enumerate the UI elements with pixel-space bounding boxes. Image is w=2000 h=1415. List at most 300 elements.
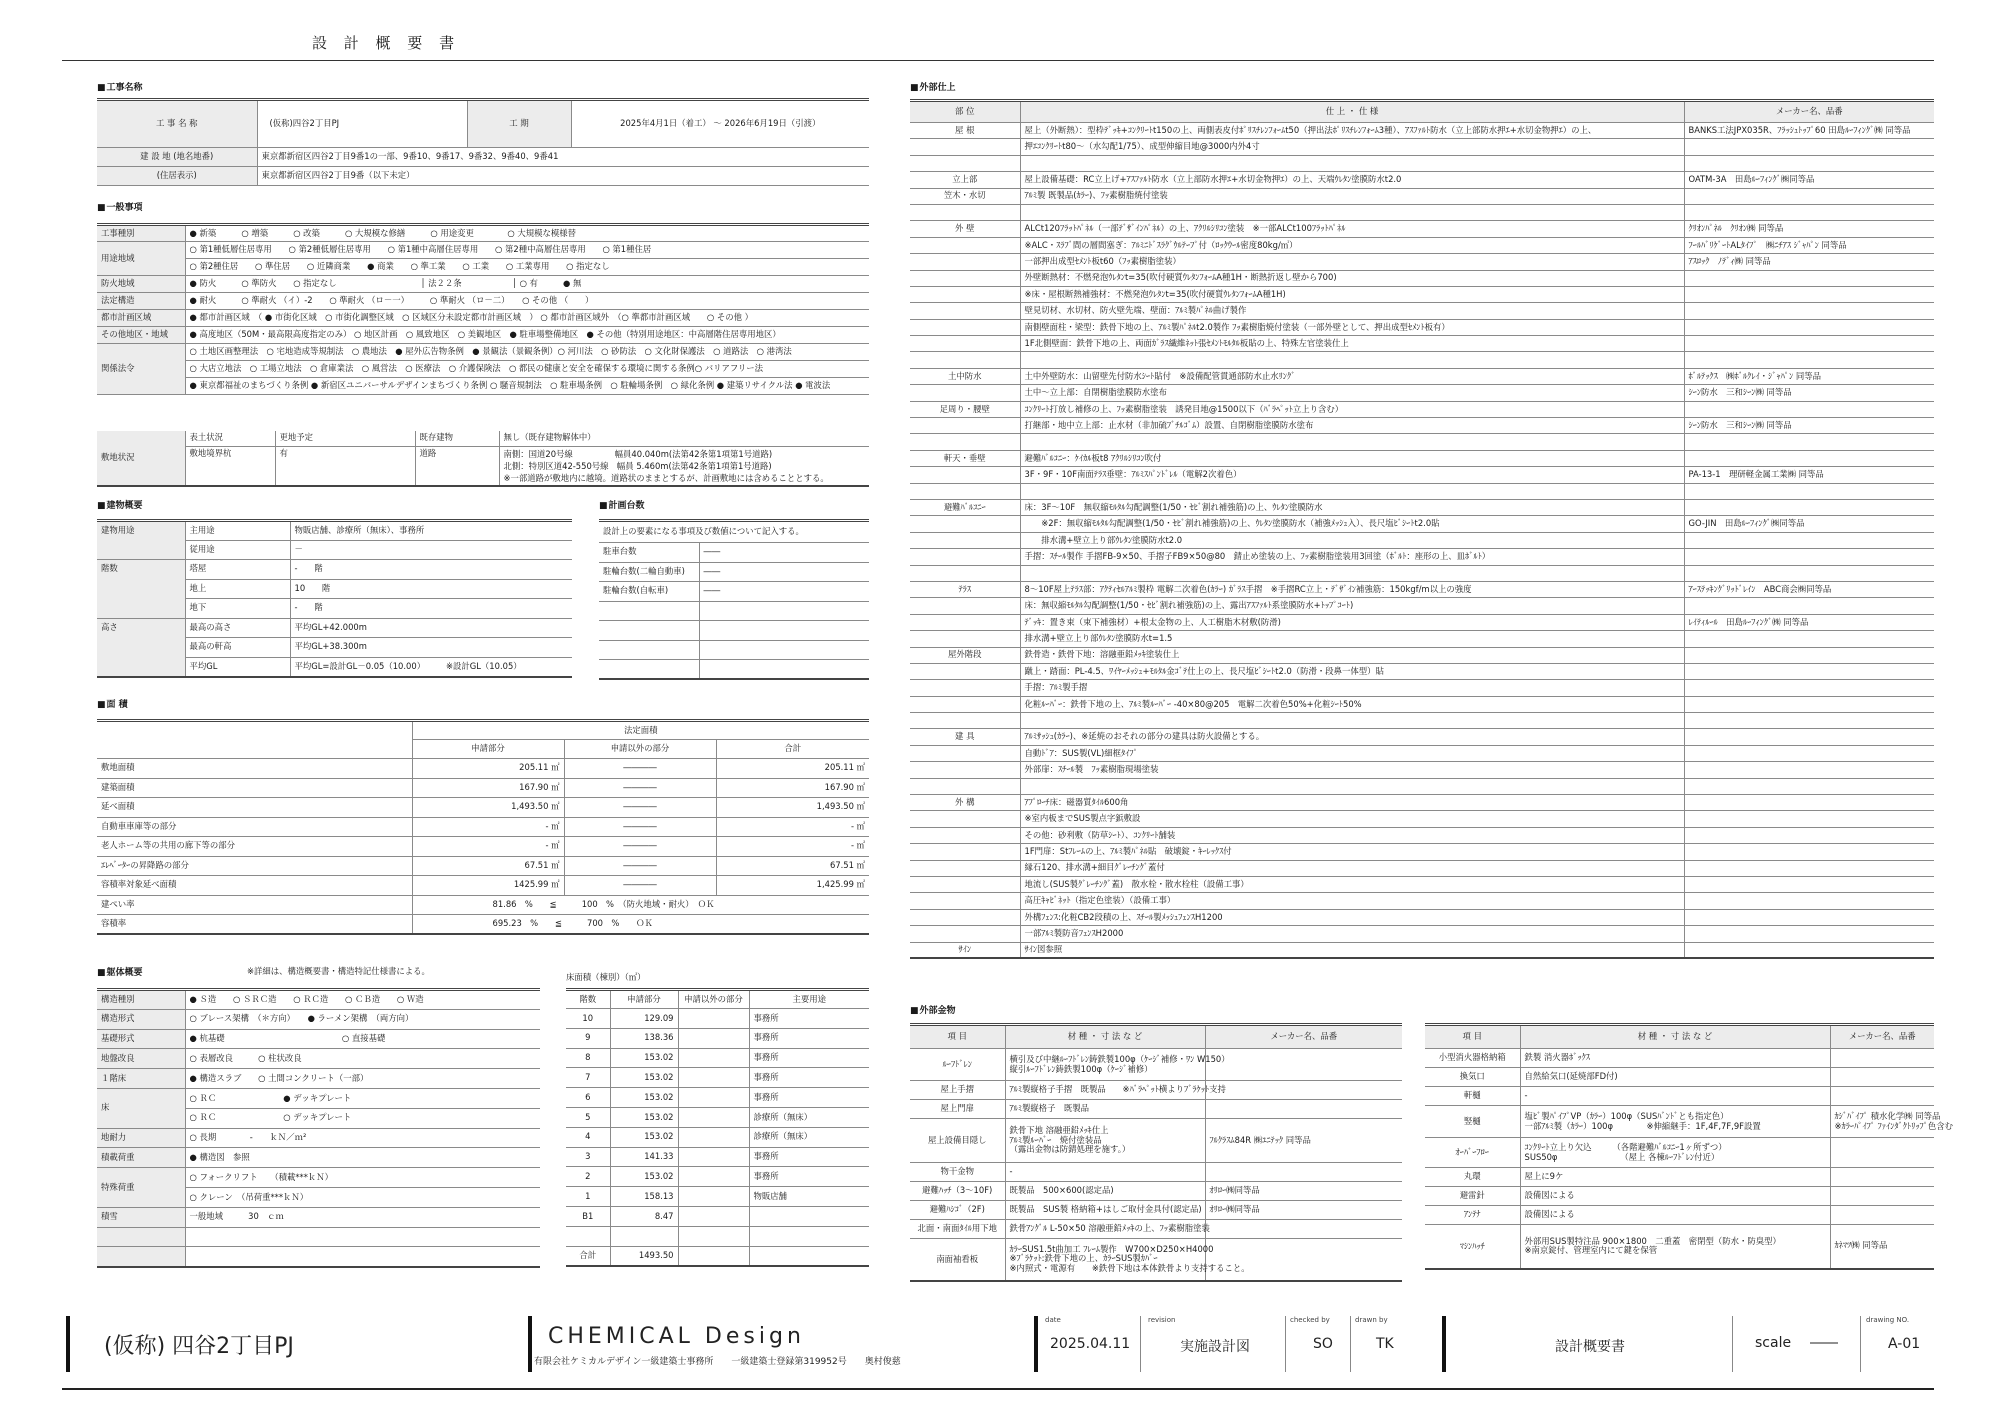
floor-use: 事務所 [749, 1028, 869, 1048]
area-value: 1,425.99 ㎡ [716, 876, 869, 896]
building-label: 高さ [97, 618, 185, 677]
exterior-spec: 避難ﾊﾞﾙｺﾆｰ：ｹｲｶﾙ板t8 ｱｸﾘﾙｼﾘｺﾝ吹付 [1020, 450, 1684, 466]
structure-value [185, 1247, 540, 1267]
general-options: ○ 大店立地法 ○ 工場立地法 ○ 倉庫業法 ○ 風営法 ○ 医療法 ○ 介護保険法 ○ 都民の健康と安全を確保する環境に関する条例○ バリアフリー法 [185, 361, 869, 378]
exterior-spec [1020, 713, 1684, 729]
addr-value: 東京都新宿区四谷2丁目9番（以下未定） [257, 167, 869, 186]
floor-area: 153.02 [610, 1107, 678, 1127]
parking-empty [699, 660, 869, 680]
exterior-part [910, 270, 1020, 286]
parts-col-header: 項 目 [910, 1025, 1005, 1049]
structure-value: ● 杭基礎 ○ 直接基礎 [185, 1029, 540, 1049]
exterior-spec: ｱﾙﾐｻｯｼｭ(ｶﾗｰ)、※延焼のおそれの部分の建具は防火設備とする。 [1020, 729, 1684, 745]
parts-maker [1205, 1239, 1402, 1281]
structure-table [97, 988, 540, 1268]
exterior-maker [1684, 155, 1934, 171]
exterior-spec: 自動ﾄﾞｱ：SUS製(VL)細框ﾀｲﾌﾟ [1020, 745, 1684, 761]
parts-spec: 鉄骨下地 溶融亜鉛ﾒｯｷ仕上 ｱﾙﾐ製ﾙｰﾊﾞｰ 焼付塗装品 （露出金物は防錆処理を施す。） [1005, 1119, 1205, 1163]
exterior-part [910, 893, 1020, 909]
floor-use: 事務所 [749, 1048, 869, 1068]
parts-spec: 設備図による [1520, 1187, 1830, 1206]
exterior-part [910, 598, 1020, 614]
area-value: 205.11 ㎡ [716, 759, 869, 779]
divider-bar [528, 1316, 532, 1372]
parts-spec: ｱﾙﾐ製縦格子 既製品 [1005, 1100, 1205, 1119]
parts-item: 竪樋 [1425, 1106, 1520, 1138]
structure-value: ○ ＲＣ ○ デッキプレート [185, 1108, 540, 1128]
exterior-part [910, 204, 1020, 220]
structure-label: 地盤改良 [97, 1049, 185, 1069]
building-value: 平均GL+38.300m [290, 638, 572, 658]
exterior-spec: 手摺：ｱﾙﾐ製手摺 [1020, 680, 1684, 696]
floor-level: 合計 [566, 1246, 610, 1266]
floor-area: 158.13 [610, 1187, 678, 1207]
area-value: ―――― [564, 817, 716, 837]
area-row-label: 敷地面積 [97, 759, 412, 779]
site-status-table [97, 431, 869, 487]
exterior-spec: 床：無収縮ﾓﾙﾀﾙ勾配調整(1/50・ｾﾋﾞ割れ補強筋)の上、露出ｱｽﾌｧﾙﾄ系塗膜防水+ﾄｯﾌﾟｺｰﾄ) [1020, 598, 1684, 614]
parts-spec: 既製品 SUS製 格納箱+はしご取付金具付(認定品) [1005, 1201, 1205, 1220]
exterior-spec: 排水溝+壁立上り部ｳﾚﾀﾝ塗膜防水t=1.5 [1020, 631, 1684, 647]
structure-label [97, 1247, 185, 1267]
exterior-maker [1684, 745, 1934, 761]
structure-label: 特殊荷重 [97, 1168, 185, 1208]
building-value: 平均GL=設計GL－0.05（10.00） ※設計GL（10.05） [290, 657, 572, 677]
structure-value [185, 1227, 540, 1247]
exterior-spec: ｱﾙﾐ製 既製品(ｶﾗｰ)、ﾌｯ素樹脂焼付塗装 [1020, 188, 1684, 204]
exterior-maker [1684, 499, 1934, 515]
exterior-part [910, 745, 1020, 761]
structure-label: 構造種別 [97, 990, 185, 1010]
exterior-maker [1684, 795, 1934, 811]
exterior-maker [1684, 762, 1934, 778]
exterior-part: 足周り・腰壁 [910, 401, 1020, 417]
exterior-spec: 外壁断熱材：不燃発泡ｳﾚﾀﾝt=35(吹付硬質ｳﾚﾀﾝﾌｫｰﾑA種1H・断熱折返し壁から700) [1020, 270, 1684, 286]
parts-item: 屋上設備目隠し [910, 1119, 1005, 1163]
structure-value: 一般地域 30 ｃｍ [185, 1207, 540, 1227]
exterior-spec: 外構ﾌｪﾝｽ:化粧CB2段積の上、ｽﾁｰﾙ製ﾒｯｼｭﾌｪﾝｽH1200 [1020, 909, 1684, 925]
exterior-part [910, 762, 1020, 778]
area-value: 167.90 ㎡ [412, 778, 564, 798]
drawing-title: 設計概要書 [1555, 1339, 1625, 1355]
exterior-spec: ※床・屋根断熱補強材：不燃発泡ｳﾚﾀﾝt=35(吹付硬質ｳﾚﾀﾝﾌｫｰﾑA種1H) [1020, 286, 1684, 302]
section-general: ■ 一般事項 [97, 200, 143, 213]
exterior-maker: ｼｰﾝ防水 三和ｼｰﾝ㈱ 同等品 [1684, 385, 1934, 401]
area-row-label: 自動車車庫等の部分 [97, 817, 412, 837]
checked-value: SO [1313, 1336, 1333, 1352]
section-parking: ■ 計画台数 [599, 498, 645, 511]
floor-use: 診療所（無床） [749, 1107, 869, 1127]
structure-value: ○ 長期 - ｋＮ／ｍ² [185, 1128, 540, 1148]
exterior-spec: 1F北側壁面：鉄骨下地の上、両面ｶﾞﾗｽ繊維ﾈｯﾄ張ｾﾒﾝﾄﾓﾙﾀﾙ板貼の上、特殊左官塗装仕上 [1020, 336, 1684, 352]
floor-other [678, 1187, 749, 1207]
exterior-maker: BANKS工法JPX035R、ﾌﾗｯｼｭﾄｯﾌﾟ60 田島ﾙｰﾌｨﾝｸﾞ㈱ 同等品 [1684, 123, 1934, 139]
general-options: ● 防火 ○ 準防火 ○ 指定なし │ 法２２条 │ ○ 有 ● 無 [185, 276, 869, 293]
ratio-value: 695.23 % ≦ 700 % ＯＫ [412, 915, 869, 935]
revision-label: revision [1148, 1316, 1176, 1324]
parts-maker [1205, 1163, 1402, 1182]
exterior-part [910, 844, 1020, 860]
section-exterior-parts: ■ 外部金物 [910, 1003, 956, 1016]
building-sub-label: 主用途 [185, 521, 290, 541]
parts-spec: 鉄骨ｱﾝｸﾞﾙ L-50×50 溶融亜鉛ﾒｯｷの上、ﾌｯ素樹脂塗装 [1005, 1220, 1205, 1239]
site-status-r3: 道路 [415, 446, 499, 486]
exterior-part [910, 549, 1020, 565]
exterior-part [910, 663, 1020, 679]
parts-maker [1205, 1081, 1402, 1100]
building-label: 階数 [97, 560, 185, 619]
floor-area-table [566, 988, 869, 1267]
parts-item: ｱﾝﾃﾅ [1425, 1206, 1520, 1225]
exterior-maker: ｼｰﾝ防水 三和ｼｰﾝ㈱ 同等品 [1684, 418, 1934, 434]
floor-other [678, 1028, 749, 1048]
exterior-spec: ALCt120ﾌﾗｯﾄﾊﾟﾈﾙ（一部ﾃﾞｻﾞｲﾝﾊﾟﾈﾙ）の上、ｱｸﾘﾙｼﾘｺﾝ塗装 ※一部ALCt100ﾌﾗｯﾄﾊﾟﾈﾙ [1020, 221, 1684, 237]
site-status-road [499, 446, 869, 486]
parts-maker [1205, 1100, 1402, 1119]
floor-level: 10 [566, 1009, 610, 1029]
structure-label: 積雪 [97, 1207, 185, 1227]
area-row-label: 容積率対象延べ面積 [97, 876, 412, 896]
parking-empty [599, 621, 699, 641]
area-value: ―――― [564, 856, 716, 876]
floor-level: 4 [566, 1127, 610, 1147]
area-value: 167.90 ㎡ [716, 778, 869, 798]
exterior-spec: ※室内板までSUS製点字鋲敷設 [1020, 811, 1684, 827]
floor-use: 物販店舗 [749, 1187, 869, 1207]
floor-use [749, 1206, 869, 1226]
exterior-part [910, 614, 1020, 630]
parts-item: 避難ﾊｯﾁ（3～10F) [910, 1182, 1005, 1201]
parts-spec: 横引及び中継ﾙｰﾌﾄﾞﾚﾝ鋳鉄製100φ（ｹｰｼﾞ補修・ﾜﾝ W150） 縦引ﾙｰﾌﾄﾞﾚﾝ鋳鉄製100φ（ｹｰｼﾞ補修） [1005, 1049, 1205, 1081]
exterior-spec: 縁石120、排水溝+細目ｸﾞﾚｰﾁﾝｸﾞ蓋付 [1020, 860, 1684, 876]
exterior-spec: ｻｲﾝ図参照 [1020, 942, 1684, 958]
exterior-maker [1684, 729, 1934, 745]
floor-level [566, 1226, 610, 1246]
exterior-maker [1684, 303, 1934, 319]
exterior-maker [1684, 893, 1934, 909]
floor-level: 8 [566, 1048, 610, 1068]
area-table [97, 719, 869, 935]
exterior-part [910, 385, 1020, 401]
exterior-maker [1684, 188, 1934, 204]
parking-value: ―― [699, 562, 869, 582]
exterior-spec: 3F・9F・10F南面ﾃﾗｽ垂壁：ｱﾙﾐｽﾊﾟﾝﾄﾞﾚﾙ（電解2次着色） [1020, 467, 1684, 483]
parts-maker [1205, 1220, 1402, 1239]
exterior-part: 外 構 [910, 795, 1020, 811]
general-label: その他地区・地域 [97, 327, 185, 344]
general-options: ○ 土地区画整理法 ○ 宅地造成等規制法 ○ 農地法 ● 屋外広告物条例 ● 景観法（景観条例）○ 河川法 ○ 砂防法 ○ 文化財保護法 ○ 道路法 ○ 港湾法 [185, 344, 869, 361]
parts-spec: 既製品 500×600(認定品) [1005, 1182, 1205, 1201]
floor-other [678, 1226, 749, 1246]
general-label: 都市計画区域 [97, 310, 185, 327]
building-table [97, 519, 572, 678]
section-exterior: ■ 外部仕上 [910, 80, 956, 93]
title-block [0, 1308, 2000, 1393]
exterior-part: 建 具 [910, 729, 1020, 745]
exterior-spec: 一部押出成型ｾﾒﾝﾄ板t60（ﾌｯ素樹脂塗装） [1020, 254, 1684, 270]
drawing-no-value: A-01 [1888, 1336, 1921, 1352]
exterior-part: 避難ﾊﾞﾙｺﾆｰ [910, 499, 1020, 515]
exterior-maker: ｱｽﾛｯｸ ﾉﾃﾞｨ㈱ 同等品 [1684, 254, 1934, 270]
exterior-maker [1684, 778, 1934, 794]
parts-item: 南面袖看板 [910, 1239, 1005, 1281]
parts-col-header: メーカー名、品番 [1205, 1025, 1402, 1049]
area-value: - ㎡ [412, 817, 564, 837]
exterior-part [910, 467, 1020, 483]
general-label: 関係法令 [97, 344, 185, 395]
parts-maker [1830, 1206, 1934, 1225]
parts-maker [1205, 1049, 1402, 1081]
structure-value: ● Ｓ造 ○ ＳＲＣ造 ○ ＲＣ造 ○ ＣＢ造 ○ Ｗ造 [185, 990, 540, 1010]
drawing-no-label: drawing NO. [1866, 1316, 1910, 1324]
general-table [97, 223, 869, 395]
area-value: ―――― [564, 759, 716, 779]
parts-maker [1830, 1068, 1934, 1087]
general-options: ● 都市計画区域 （ ● 市街化区域 ○ 市街化調整区域 ○ 区域区分未設定都市計画区域 ） ○ 都市計画区域外 （○ 準都市計画区域 ○ その他 ） [185, 310, 869, 327]
road-line: 南側：国道20号線 幅員40.040m(法第42条第1項第1号道路) [503, 449, 773, 460]
exterior-part: ｻｲﾝ [910, 942, 1020, 958]
general-options: ● 新築 ○ 増築 ○ 改築 ○ 大規模な修繕 ○ 用途変更 ○ 大規模な模様替 [185, 225, 869, 242]
date-value: 2025.04.11 [1050, 1336, 1131, 1352]
general-options: ○ 第1種低層住居専用 ○ 第2種低層住居専用 ○ 第1種中高層住居専用 ○ 第2種中高層住居専用 ○ 第1種住居 [185, 242, 869, 259]
parts-item: 小型消火器格納箱 [1425, 1049, 1520, 1068]
parts-maker: ﾌﾙｸﾗｽﾑ84R ㈱ﾕﾆﾃｯｸ 同等品 [1205, 1119, 1402, 1163]
exterior-part [910, 532, 1020, 548]
site-status-h3: 既存建物 [415, 431, 499, 446]
floor-level: 9 [566, 1028, 610, 1048]
floor-use: 事務所 [749, 1088, 869, 1108]
floor-level: 2 [566, 1167, 610, 1187]
structure-value: ○ クレーン （吊荷重***ｋＮ） [185, 1187, 540, 1207]
area-value: - ㎡ [716, 837, 869, 857]
structure-note: ※詳細は、構造概要書・構造特記仕様書による。 [247, 966, 430, 976]
parking-empty [599, 660, 699, 680]
building-value: － [290, 540, 572, 560]
parts-item: ﾏｼﾝﾊｯﾁ [1425, 1225, 1520, 1269]
work-name-label: 工 事 名 称 [97, 100, 257, 148]
work-name-table [97, 98, 869, 186]
floor-area: 138.36 [610, 1028, 678, 1048]
general-label: 工事種別 [97, 225, 185, 242]
floor-use: 事務所 [749, 1167, 869, 1187]
exterior-part [910, 565, 1020, 581]
exterior-part [910, 155, 1020, 171]
exterior-part [910, 237, 1020, 253]
structure-label [97, 1227, 185, 1247]
floor-level: 5 [566, 1107, 610, 1127]
exterior-spec: 屋上設備基礎：RC立上げ+ｱｽﾌｧﾙﾄ防水（立上部防水押ｴ+水切金物押ｴ）の上、天端ｳﾚﾀﾝ塗膜防水t2.0 [1020, 172, 1684, 188]
area-value: ―――― [564, 876, 716, 896]
floor-col-header: 申請部分 [610, 990, 678, 1009]
parts-spec: 塩ﾋﾞ製ﾊﾟｲﾌﾟVP（ｶﾗｰ）100φ（SUSﾊﾞﾝﾄﾞとも指定色） 一部ｱﾙﾐ製（ｶﾗｰ）100φ ※伸縮継手：1F,4F,7F,9F設置 [1520, 1106, 1830, 1138]
site-status-h4: 無し（既存建物解体中） [499, 431, 869, 446]
general-options: ● 耐火 ○ 準耐火 （イ）-2 ○ 準耐火 （ロ－一） ○ 準耐火 （ロ－二） ○ その他 （ ） [185, 293, 869, 310]
area-value: 67.51 ㎡ [716, 856, 869, 876]
exterior-spec: 1F門扉：Stﾌﾚｰﾑの上、ｱﾙﾐ製ﾊﾟﾈﾙ貼 破壊錠・ｷｰﾚｯｸｽ付 [1020, 844, 1684, 860]
floor-area: 153.02 [610, 1088, 678, 1108]
exterior-part [910, 926, 1020, 942]
drawn-label: drawn by [1355, 1316, 1388, 1324]
building-sub-label: 従用途 [185, 540, 290, 560]
structure-label: 基礎形式 [97, 1029, 185, 1049]
floor-other [678, 1088, 749, 1108]
exterior-maker [1684, 631, 1934, 647]
exterior-part: 笠木・水切 [910, 188, 1020, 204]
exterior-spec: 壁見切材、水切材、防火壁先端、壁面：ｱﾙﾐ製ﾊﾟﾈﾙ曲げ製作 [1020, 303, 1684, 319]
parts-item: 北面・南面ﾀｲﾙ用下地 [910, 1220, 1005, 1239]
parking-empty [599, 640, 699, 660]
structure-label: 構造形式 [97, 1009, 185, 1029]
building-sub-label: 地下 [185, 599, 290, 619]
road-line: ※一部道路が敷地内に越境。道路状のままとするが、計画敷地には含めることとする。 [503, 473, 829, 484]
exterior-part [910, 860, 1020, 876]
checked-label: checked by [1290, 1316, 1330, 1324]
parking-empty [699, 621, 869, 641]
parts-spec: 屋上に9ケ [1520, 1168, 1830, 1187]
exterior-part [910, 336, 1020, 352]
parts-col-header: メーカー名、品番 [1830, 1025, 1934, 1049]
tb-sep [1350, 1316, 1351, 1372]
exterior-spec: 化粧ﾙｰﾊﾞｰ：鉄骨下地の上、ｱﾙﾐ製ﾙｰﾊﾞｰ -40×80@205 電解二次着色50%+化粧ｼｰﾄ50% [1020, 696, 1684, 712]
parts-item: 丸環 [1425, 1168, 1520, 1187]
area-value: - ㎡ [716, 817, 869, 837]
work-name-value: (仮称)四谷2丁目PJ [257, 100, 467, 148]
exterior-maker [1684, 270, 1934, 286]
exterior-part [910, 696, 1020, 712]
parking-value: ―― [699, 543, 869, 563]
exterior-spec: 手摺：ｽﾁｰﾙ製作 手摺FB-9×50、手摺子FB9×50@80 錆止め塗装の上、ﾌｯ素樹脂塗装用3回塗（ﾎﾞﾙﾄ：座形の上、皿ﾎﾞﾙﾄ） [1020, 549, 1684, 565]
floor-other [678, 1206, 749, 1226]
area-value: ―――― [564, 837, 716, 857]
building-sub-label: 平均GL [185, 657, 290, 677]
structure-value: ● 構造スラブ ○ 土間コンクリート（一部） [185, 1069, 540, 1089]
sheet-title: 設 計 概 要 書 [312, 34, 461, 52]
exterior-col-header: メーカー名、品番 [1684, 101, 1934, 123]
project-name: (仮称) 四谷2丁目PJ [104, 1334, 294, 1359]
area-value: 1425.99 ㎡ [412, 876, 564, 896]
building-value: 10 階 [290, 579, 572, 599]
exterior-part: 屋外階段 [910, 647, 1020, 663]
exterior-spec: ※ALC・ｽﾗﾌﾞ間の層間塞ぎ：ｱﾙﾐﾆﾄﾞｽﾗｸﾞｳﾙﾃｰﾌﾟ付（ﾛｯｸｳｰﾙ密度80kg/㎥） [1020, 237, 1684, 253]
tb-sep [1140, 1316, 1141, 1372]
exterior-maker [1684, 680, 1934, 696]
parking-table [599, 519, 869, 680]
exterior-spec: 土中～立上部：自閉樹脂塗膜防水塗布 [1020, 385, 1684, 401]
exterior-spec: 打継部・地中立上部：止水材（非加硫ﾌﾞﾁﾙｺﾞﾑ）設置、自閉樹脂塗膜防水塗布 [1020, 418, 1684, 434]
parts-maker: ｵﾘﾛｰ㈱同等品 [1205, 1201, 1402, 1220]
exterior-maker: GO-JIN 田島ﾙｰﾌｨﾝｸﾞ㈱同等品 [1684, 516, 1934, 532]
parking-label: 駐輪台数(自転車) [599, 582, 699, 602]
parts-item: 屋上手摺 [910, 1081, 1005, 1100]
parts-spec: 鉄製 消火器ﾎﾞｯｸｽ [1520, 1049, 1830, 1068]
floor-area: 8.47 [610, 1206, 678, 1226]
exterior-part: 屋 根 [910, 123, 1020, 139]
area-value: 67.51 ㎡ [412, 856, 564, 876]
area-col-header: 合計 [716, 740, 869, 759]
structure-value: ○ 表層改良 ○ 柱状改良 [185, 1049, 540, 1069]
floor-area: 153.02 [610, 1167, 678, 1187]
exterior-part [910, 139, 1020, 155]
exterior-spec [1020, 155, 1684, 171]
floor-area: 129.09 [610, 1009, 678, 1029]
exterior-spec [1020, 434, 1684, 450]
addr-label: (住居表示) [97, 167, 257, 186]
floor-level: 6 [566, 1088, 610, 1108]
exterior-part: 立上部 [910, 172, 1020, 188]
exterior-maker [1684, 483, 1934, 499]
drawn-value: TK [1376, 1336, 1394, 1352]
floor-use [749, 1226, 869, 1246]
tb-sep [1285, 1316, 1286, 1372]
parts-maker [1830, 1187, 1934, 1206]
floor-area: 141.33 [610, 1147, 678, 1167]
section-building: ■ 建物概要 [97, 498, 143, 511]
bottom-rule [62, 1388, 1934, 1390]
divider-bar [1442, 1316, 1446, 1372]
divider-bar [1034, 1316, 1038, 1372]
exterior-spec: 床：3F～10F 無収縮ﾓﾙﾀﾙ勾配調整(1/50・ｾﾋﾞ割れ補強筋)の上、ｳﾚﾀﾝ塗膜防水 [1020, 499, 1684, 515]
parts-spec: 設備図による [1520, 1206, 1830, 1225]
section-work-name: ■ 工事名称 [97, 80, 143, 93]
area-value: - ㎡ [412, 837, 564, 857]
exterior-spec: その他：砂利敷（防草ｼｰﾄ）、ｺﾝｸﾘｰﾄ舗装 [1020, 827, 1684, 843]
general-label: 法定構造 [97, 293, 185, 310]
exterior-spec: 排水溝+壁立上り部ｳﾚﾀﾝ塗膜防水t2.0 [1020, 532, 1684, 548]
general-label: 防火地域 [97, 276, 185, 293]
exterior-maker [1684, 942, 1934, 958]
site-value: 東京都新宿区四谷2丁目9番1の一部、9番10、9番17、9番32、9番40、9番41 [257, 148, 869, 167]
floor-other [678, 1127, 749, 1147]
exterior-maker: ﾚｲﾃｨﾙｰﾙ 田島ﾙｰﾌｨﾝｸﾞ㈱ 同等品 [1684, 614, 1934, 630]
structure-label: 床 [97, 1088, 185, 1128]
exterior-spec: ｺﾝｸﾘｰﾄ打放し補修の上、ﾌｯ素樹脂塗装 誘発目地@1500以下（ﾊﾞﾗﾍﾟｯﾄ立上り含む） [1020, 401, 1684, 417]
building-sub-label: 最高の軒高 [185, 638, 290, 658]
floor-area: 153.02 [610, 1048, 678, 1068]
area-col-header: 申請部分 [412, 740, 564, 759]
parking-empty [699, 640, 869, 660]
exterior-maker: ﾎﾞﾙﾃｯｸｽ ㈱ﾎﾞﾙｸﾚｲ・ｼﾞｬﾊﾟﾝ 同等品 [1684, 368, 1934, 384]
parts-maker: ｶﾈﾏﾂ㈱ 同等品 [1830, 1225, 1934, 1269]
floor-use: 診療所（無床） [749, 1127, 869, 1147]
area-row-label: 延べ面積 [97, 798, 412, 818]
exterior-part: 土中防水 [910, 368, 1020, 384]
exterior-part: ﾃﾗｽ [910, 581, 1020, 597]
floor-area: 1493.50 [610, 1246, 678, 1266]
parts-item: 屋上門扉 [910, 1100, 1005, 1119]
general-label: 用途地域 [97, 242, 185, 276]
parts-spec: - [1005, 1163, 1205, 1182]
road-line: 北側：特別区道42-550号線 幅員 5.460m(法第42条第1項第1号道路) [503, 461, 772, 472]
exterior-part [910, 286, 1020, 302]
parts-item: 軒樋 [1425, 1087, 1520, 1106]
floor-level: B1 [566, 1206, 610, 1226]
exterior-maker [1684, 811, 1934, 827]
exterior-part [910, 352, 1020, 368]
exterior-maker [1684, 450, 1934, 466]
floor-use [749, 1246, 869, 1266]
tb-sep [1732, 1316, 1733, 1372]
exterior-maker: ｱｰｽﾃｯｷﾝｸﾞﾘｯﾄﾞﾚｲﾝ ABC商会㈱同等品 [1684, 581, 1934, 597]
floor-level: 1 [566, 1187, 610, 1207]
site-status-r1: 敷地境界杭 [185, 446, 275, 486]
parking-value: ―― [699, 582, 869, 602]
floor-other [678, 1147, 749, 1167]
exterior-spec: 土中外壁防水：山留壁先付防水ｼｰﾄ貼付 ※設備配管貫通部防水止水ﾘﾝｸﾞ [1020, 368, 1684, 384]
exterior-maker [1684, 204, 1934, 220]
section-area: ■ 面 積 [97, 697, 128, 710]
building-sub-label: 塔屋 [185, 560, 290, 580]
parts-item: 避雷針 [1425, 1187, 1520, 1206]
